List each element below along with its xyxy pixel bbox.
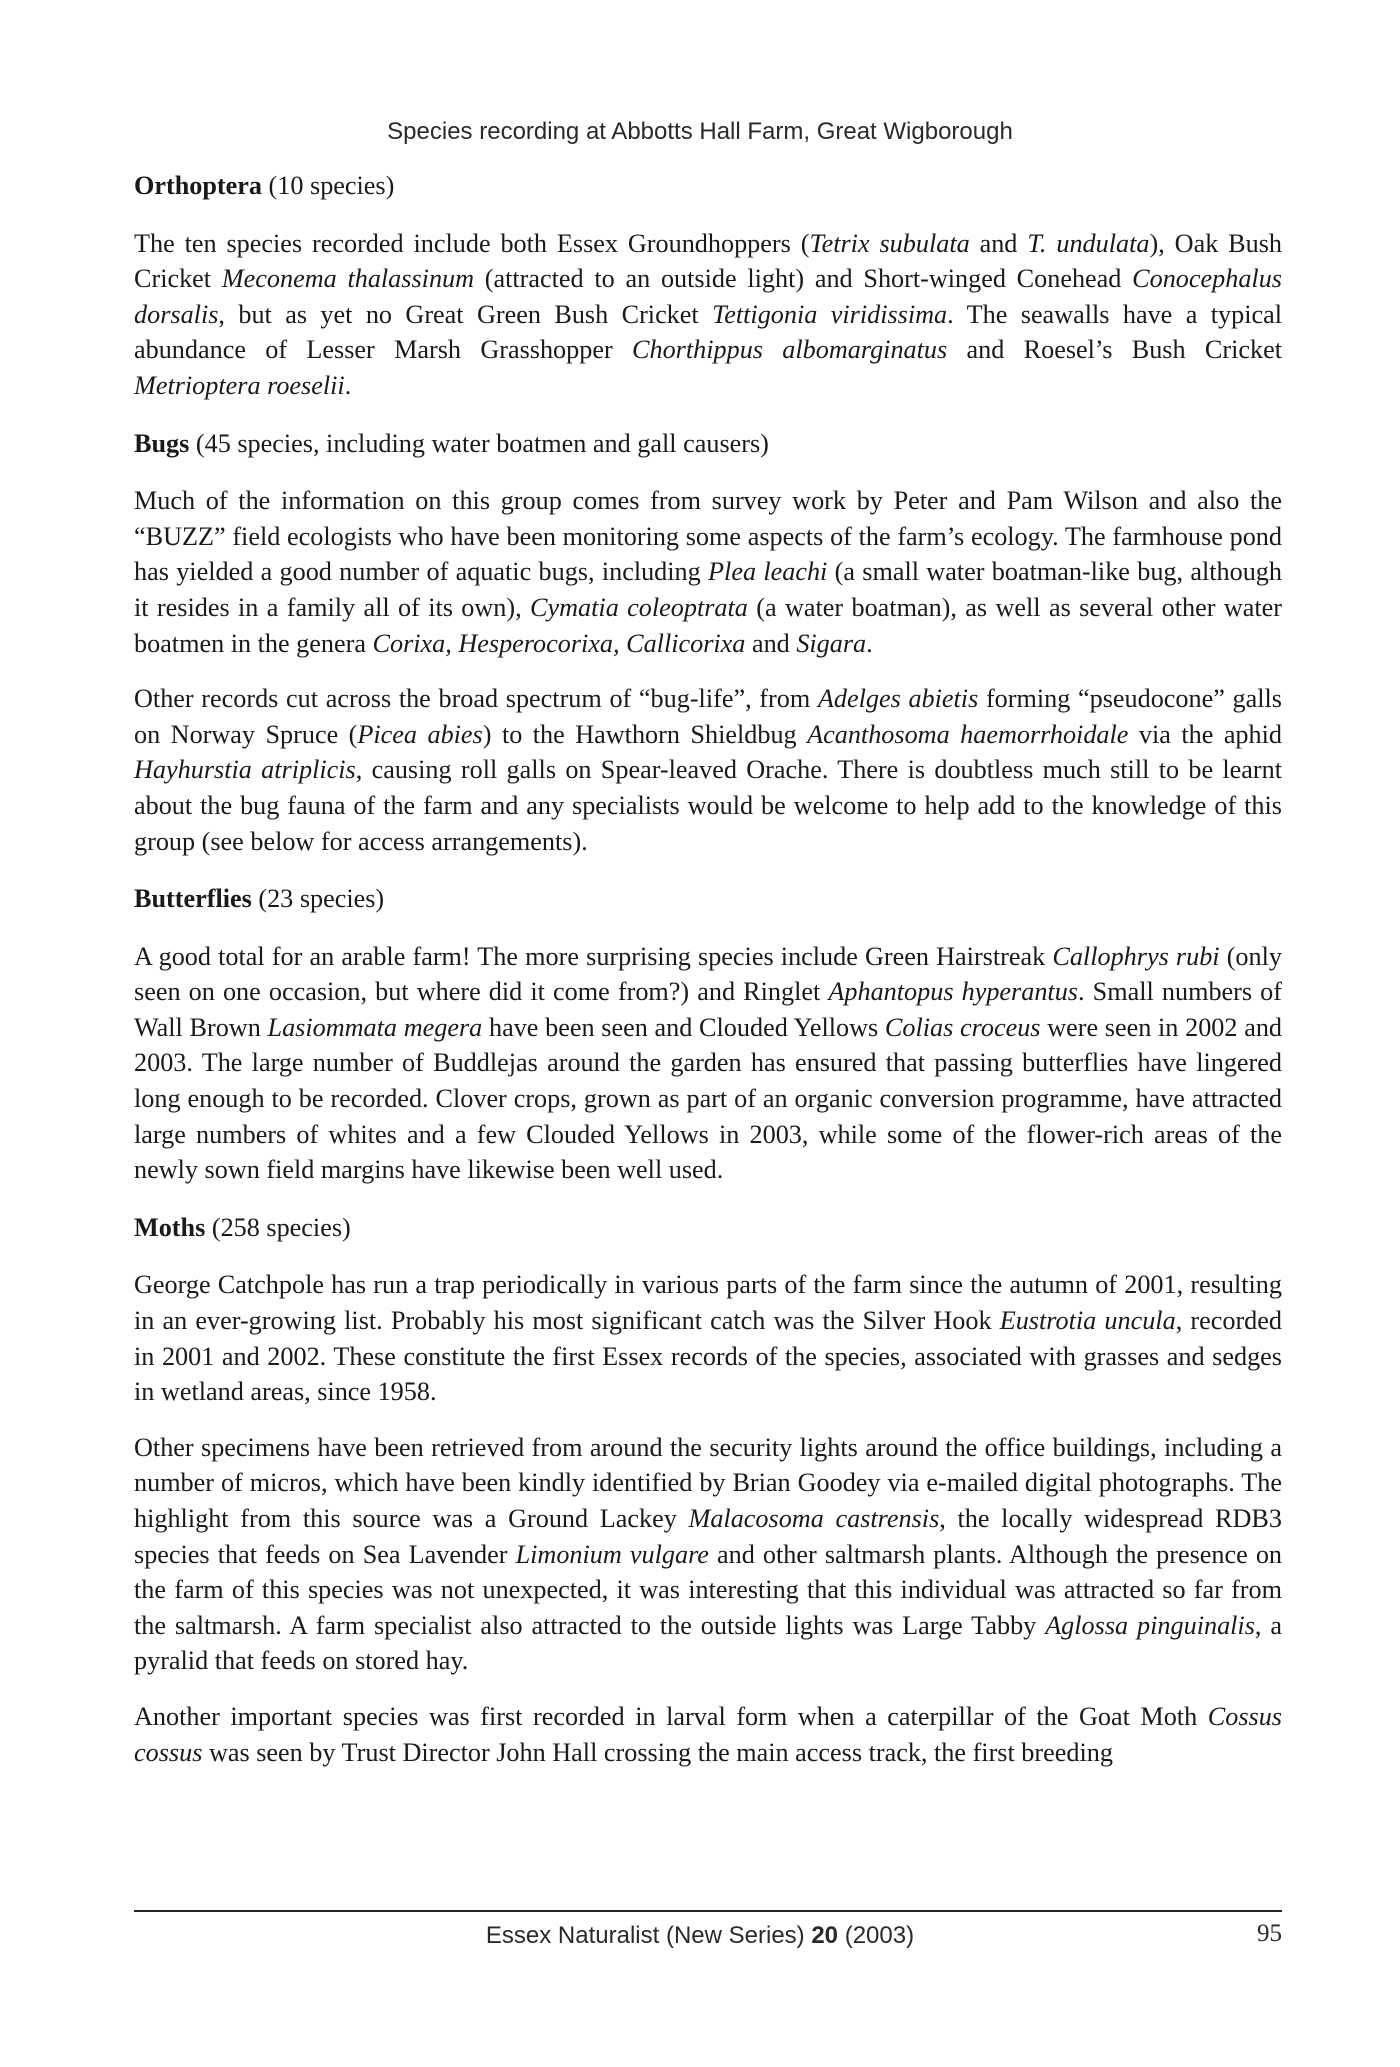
text-run: were seen in 2002 and 2003. The large number of Buddlejas around the garden has ensured that passing butterflies have lingered long enough to be recorded. Clover crops, grown as part of an organic conversion programme, have attracted large numbers of whites and a few Clouded Yellows in 2003, while some of the flower-rich areas of the newly sown field margins have likewise been well used. <box>134 1012 1283 1185</box>
text-run: Other records cut across the broad spectrum of “bug-life”, from <box>134 684 818 714</box>
paragraph <box>134 1267 1282 1409</box>
species-name: Colias croceus <box>884 1012 1041 1042</box>
section-heading-name: Moths <box>134 1212 206 1242</box>
section-heading <box>134 881 1282 917</box>
species-name: Cymatia coleoptrata <box>530 592 748 622</box>
article-body <box>134 168 1282 1792</box>
text-run: . Small numbers of Wall Brown <box>134 977 1282 1042</box>
text-run: Another important species was first recorded in larval form when a caterpillar of the Goat Moth <box>134 1701 1208 1731</box>
section-heading <box>134 426 1282 462</box>
section-heading <box>134 1210 1282 1246</box>
text-run: , recorded in 2001 and 2002. These constitute the first Essex records of the species, associated with grasses and sedges in wetland areas, since 1958. <box>134 1306 1282 1407</box>
text-run: . <box>866 628 873 658</box>
paragraph <box>134 1699 1282 1770</box>
species-name: Conocephalus dorsalis <box>134 264 1282 329</box>
section-heading-name: Orthoptera <box>134 171 262 200</box>
species-name: Sigara <box>796 628 867 658</box>
text-run: Other specimens have been retrieved from around the security lights around the office buildings, including a number of micros, which have been kindly identified by Brian Goodey via e-mailed digital photographs. The highlight from this source was a Ground Lackey <box>134 1432 1282 1533</box>
species-name: Picea abies <box>357 719 483 749</box>
species-name: Aphantopus hyperantus <box>828 977 1078 1007</box>
species-name: Corixa, Hesperocorixa, Callicorixa <box>372 628 746 658</box>
footer-rule <box>134 1910 1282 1912</box>
text-run: . <box>344 370 352 400</box>
text-run: ), Oak Bush Cricket <box>134 228 1283 294</box>
text-run: was seen by Trust Director John Hall crossing the main access track, the first breeding <box>202 1737 1113 1767</box>
species-name: Malacosoma castrensis <box>688 1504 940 1533</box>
text-run: A good total for an arable farm! The more surprising species include Green Hairstreak <box>134 941 1053 971</box>
text-run: ) to the Hawthorn Shieldbug <box>482 719 808 749</box>
text-run: and Roesel’s Bush Cricket <box>947 335 1282 365</box>
text-run: , but as yet no Great Green Bush Cricket <box>218 299 713 329</box>
species-name: Meconema thalassinum <box>221 264 475 294</box>
text-run: and <box>745 628 797 658</box>
paragraph <box>134 1430 1282 1679</box>
text-run: . The seawalls have a typical abundance of Lesser Marsh Grasshopper <box>134 299 1282 365</box>
species-name: Limonium vulgare <box>515 1539 709 1569</box>
text-run: (only seen on one occasion, but where did it come from?) and Ringlet <box>134 941 1282 1007</box>
text-run: (a water boatman), as well as several other water boatmen in the genera <box>134 592 1282 658</box>
journal-year: (2003) <box>844 1922 915 1949</box>
text-run: (a small water boatman-like bug, although it resides in a family all of its own), <box>134 557 1282 622</box>
section-bugs <box>134 426 1282 860</box>
text-run: via the aphid <box>1128 719 1282 749</box>
text-run: , the locally widespread RDB3 species that feeds on Sea Lavender <box>134 1504 1282 1569</box>
paragraph <box>134 939 1282 1188</box>
paragraph <box>134 226 1282 404</box>
text-run: Much of the information on this group comes from survey work by Peter and Pam Wilson and also the “BUZZ” field ecologists who have been monitoring some aspects of the farm’s ecology. The farmhouse pond has yielded a good number of aquatic bugs, including <box>134 486 1282 587</box>
section-moths <box>134 1210 1282 1770</box>
section-heading-count: (23 species) <box>258 884 385 914</box>
section-orthoptera <box>134 168 1282 404</box>
text-run: , a pyralid that feeds on stored hay. <box>134 1610 1283 1676</box>
section-heading-name: Butterflies <box>134 884 252 914</box>
text-run: (attracted to an outside light) and Short-winged Conehead <box>474 264 1133 294</box>
section-heading-count: (10 species) <box>268 171 395 200</box>
text-run: George Catchpole has run a trap periodically in various parts of the farm since the autumn of 2001, resulting in an ever-growing list. Probably his most significant catch was the Silver Hook <box>134 1270 1282 1336</box>
page-number: 95 <box>1257 1920 1282 1947</box>
journal-name: Essex Naturalist (New Series) <box>485 1922 805 1949</box>
species-name: Hayhurstia atriplicis <box>134 755 356 785</box>
text-run: and other saltmarsh plants. Although the presence on the farm of this species was not unexpected, it was interesting that this individual was attracted so far from the saltmarsh. A farm specialist also attracted to the outside lights was Large Tabby <box>134 1539 1283 1640</box>
species-name: Plea leachi <box>708 557 828 587</box>
species-name: Lasiommata megera <box>267 1012 483 1042</box>
section-heading-count: (258 species) <box>211 1212 351 1242</box>
species-name: Eustrotia uncula <box>999 1306 1176 1336</box>
species-name: Tetrix subulata <box>809 228 970 258</box>
text-run: forming “pseudocone” galls on Norway Spruce ( <box>134 684 1282 749</box>
section-heading-count: (45 species, including water boatmen and gall causers) <box>195 428 769 458</box>
species-name: Callophrys rubi <box>1052 941 1220 971</box>
paragraph <box>134 681 1282 859</box>
volume-number: 20 <box>811 1922 839 1949</box>
text-run: have been seen and Clouded Yellows <box>482 1012 885 1042</box>
species-name: Adelges abietis <box>817 684 979 714</box>
text-run: The ten species recorded include both Essex Groundhoppers ( <box>134 228 810 258</box>
paragraph <box>134 483 1282 661</box>
footer-citation <box>0 1922 1400 1950</box>
running-title: Species recording at Abbotts Hall Farm, Great Wigborough <box>387 118 1013 145</box>
section-heading <box>134 168 1282 204</box>
species-name: Tettigonia viridissima <box>712 299 948 329</box>
text-run: , causing roll galls on Spear-leaved Orache. There is doubtless much still to be learnt about the bug fauna of the farm and any specialists would be welcome to help add to the knowledge of this group (see below for access arrangements). <box>134 755 1283 856</box>
species-name: T. undulata <box>1027 228 1150 258</box>
section-heading-name: Bugs <box>134 428 190 458</box>
species-name: Metrioptera roeselii <box>134 370 345 400</box>
text-run: and <box>969 228 1028 258</box>
species-name: Acanthosoma haemorrhoidale <box>807 719 1129 749</box>
species-name: Cossus cossus <box>134 1701 1282 1767</box>
species-name: Aglossa pinguinalis <box>1045 1610 1255 1640</box>
species-name: Chorthippus albomarginatus <box>632 335 948 365</box>
section-butterflies <box>134 881 1282 1188</box>
